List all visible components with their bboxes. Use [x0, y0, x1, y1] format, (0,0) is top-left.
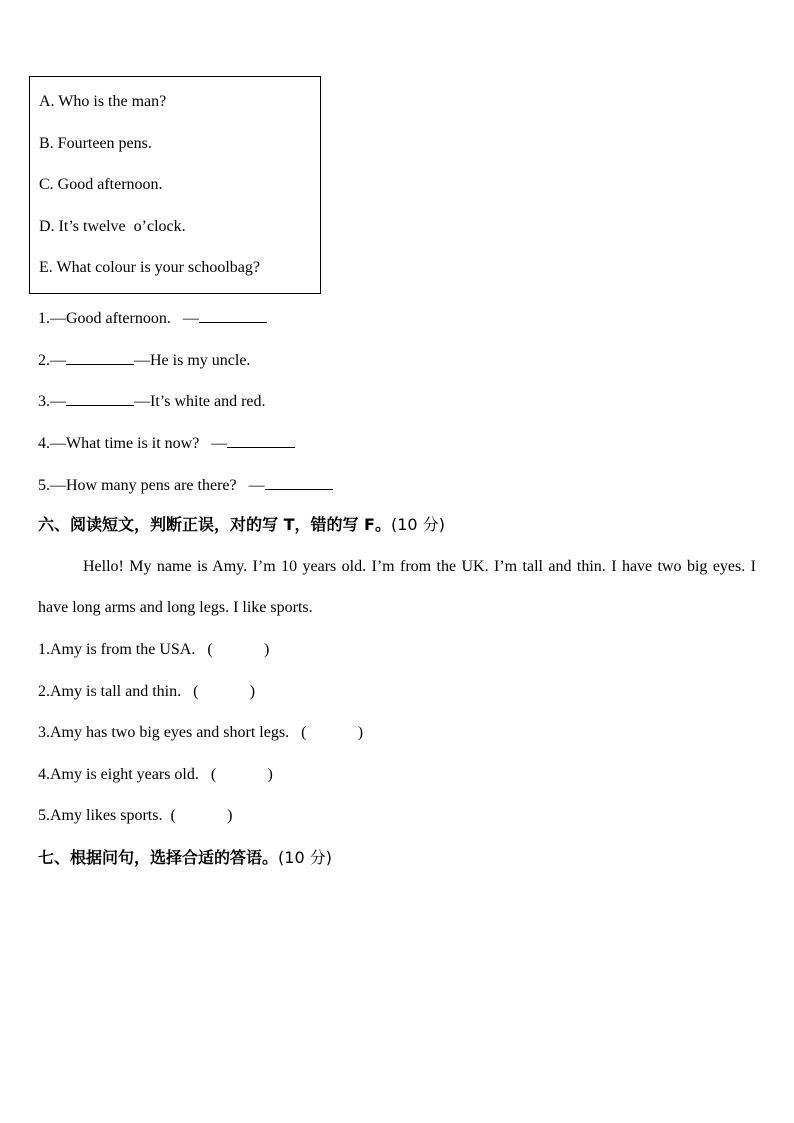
- question-text: 1.Amy is from the USA.: [38, 641, 196, 658]
- section-score: (10 分): [278, 848, 332, 867]
- dialogue-text: —: [50, 393, 66, 410]
- item-number: 1.: [38, 310, 50, 327]
- paren-open: (: [210, 766, 217, 783]
- dialogue-item-5: [38, 474, 333, 496]
- question-text: 3.Amy has two big eyes and short legs.: [38, 724, 290, 741]
- question-text: 4.Amy is eight years old.: [38, 766, 199, 783]
- paren-close: ): [264, 641, 270, 658]
- option-d: D. It’s twelve o’clock.: [39, 218, 186, 235]
- option-b: B. Fourteen pens.: [39, 135, 152, 152]
- option-e: E. What colour is your schoolbag?: [39, 259, 260, 276]
- dialogue-item-4: [38, 432, 295, 454]
- paren-open: (: [170, 807, 176, 824]
- tf-question-5: [38, 806, 232, 826]
- paren-close: ): [227, 807, 233, 824]
- option-a: A. Who is the man?: [39, 93, 167, 110]
- section-title-text: 六、阅读短文，判断正误，对的写 T，错的写 F。: [38, 515, 391, 534]
- answer-parentheses[interactable]: [170, 806, 232, 826]
- answer-blank[interactable]: [66, 349, 134, 365]
- item-number: 5.: [38, 477, 50, 494]
- answer-parentheses[interactable]: [193, 682, 255, 702]
- dialogue-text: —: [50, 352, 66, 369]
- option-c: C. Good afternoon.: [39, 176, 163, 193]
- tf-question-4: [38, 765, 273, 785]
- tf-question-3: [38, 723, 363, 743]
- section-title-text: 七、根据问句，选择合适的答语。: [38, 848, 279, 867]
- dialogue-text: —He is my uncle.: [134, 352, 251, 369]
- dialogue-item-2: [38, 349, 250, 371]
- dialogue-text: —It’s white and red.: [134, 393, 266, 410]
- paren-open: (: [301, 724, 307, 741]
- section-7-title: [38, 847, 332, 869]
- dialogue-item-1: [38, 307, 267, 329]
- answer-parentheses[interactable]: [211, 765, 273, 785]
- paren-open: (: [207, 641, 213, 658]
- item-number: 4.: [38, 435, 50, 452]
- paren-close: ): [249, 683, 256, 700]
- reading-passage: Hello! My name is Amy. I’m 10 years old. I’m from the UK. I’m tall and thin. I have two big eyes. I have long arms and long legs. I like sports.: [38, 558, 756, 616]
- question-text: 2.Amy is tall and thin.: [38, 683, 182, 700]
- paren-close: ): [357, 724, 364, 741]
- question-text: 5.Amy likes sports.: [38, 807, 163, 824]
- tf-question-2: [38, 682, 255, 702]
- answer-parentheses[interactable]: [301, 723, 363, 743]
- answer-blank[interactable]: [199, 307, 267, 323]
- item-number: 2.: [38, 352, 50, 369]
- answer-blank[interactable]: [265, 474, 333, 490]
- section-score: (10 分): [391, 515, 445, 534]
- paren-close: ): [267, 766, 273, 783]
- answer-options-box: [29, 76, 321, 294]
- dialogue-text: —Good afternoon. —: [50, 310, 199, 327]
- dialogue-item-3: [38, 390, 266, 412]
- answer-blank[interactable]: [66, 390, 134, 406]
- item-number: 3.: [38, 393, 50, 410]
- dialogue-text: —What time is it now? —: [50, 435, 228, 452]
- answer-blank[interactable]: [227, 432, 295, 448]
- dialogue-text: —How many pens are there? —: [50, 477, 265, 494]
- answer-parentheses[interactable]: [207, 640, 269, 660]
- section-6-title: [38, 514, 445, 536]
- paren-open: (: [193, 683, 199, 700]
- tf-question-1: [38, 640, 269, 660]
